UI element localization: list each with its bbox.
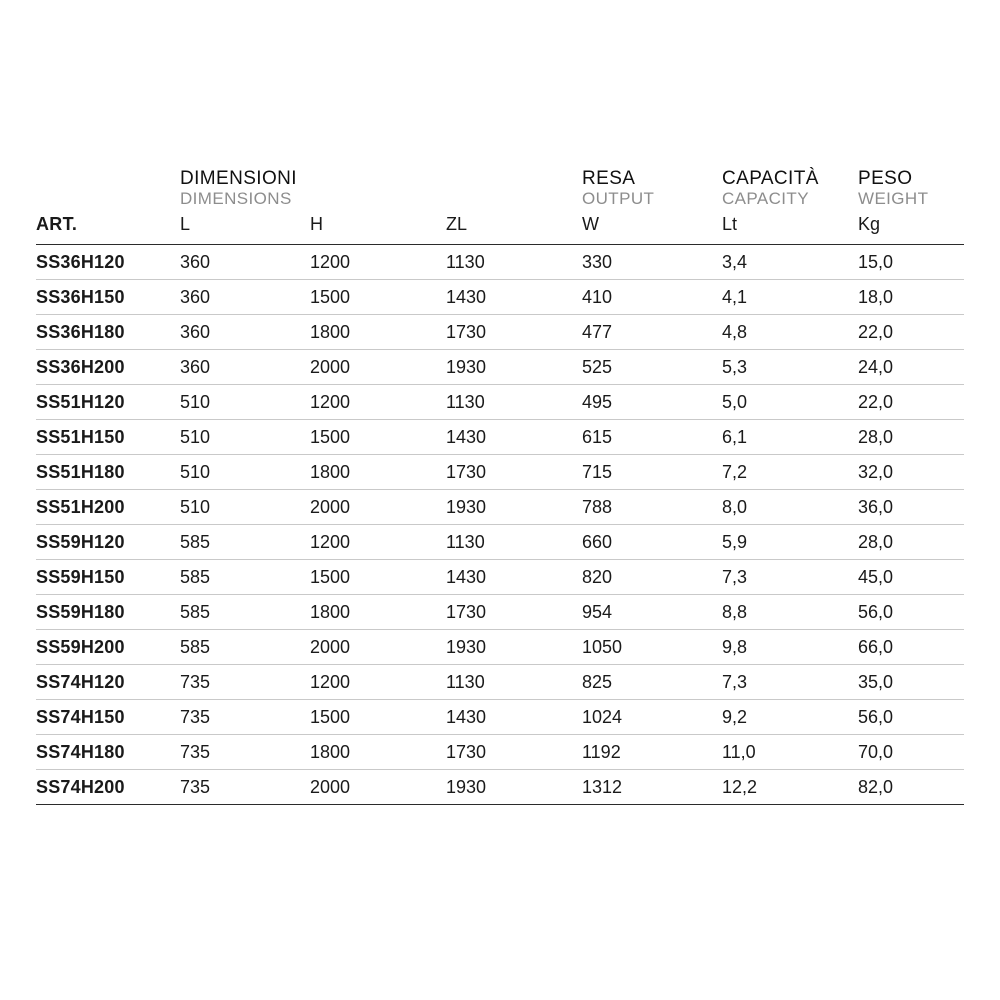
table-row: [36, 525, 964, 560]
cell-lt: 7,3: [722, 665, 858, 700]
group-header-output: [582, 168, 722, 212]
cell-zl: 1930: [446, 770, 582, 805]
cell-l: 510: [180, 490, 310, 525]
cell-kg: 22,0: [858, 385, 964, 420]
cell-lt: 9,2: [722, 700, 858, 735]
cell-art: SS59H180: [36, 595, 180, 630]
cell-art: SS59H200: [36, 630, 180, 665]
cell-kg: 22,0: [858, 315, 964, 350]
cell-lt: 3,4: [722, 245, 858, 280]
table-row: [36, 350, 964, 385]
cell-kg: 32,0: [858, 455, 964, 490]
group-header-weight-it: PESO: [858, 168, 913, 189]
cell-l: 510: [180, 455, 310, 490]
cell-h: 1500: [310, 420, 446, 455]
cell-zl: 1430: [446, 420, 582, 455]
cell-kg: 36,0: [858, 490, 964, 525]
cell-zl: 1730: [446, 315, 582, 350]
cell-w: 615: [582, 420, 722, 455]
cell-kg: 15,0: [858, 245, 964, 280]
cell-w: 410: [582, 280, 722, 315]
column-header-h: H: [310, 212, 446, 245]
cell-lt: 5,3: [722, 350, 858, 385]
group-header-output-en: OUTPUT: [582, 189, 655, 209]
group-header-empty: [36, 168, 180, 212]
cell-zl: 1730: [446, 735, 582, 770]
cell-w: 820: [582, 560, 722, 595]
cell-zl: 1930: [446, 350, 582, 385]
cell-w: 715: [582, 455, 722, 490]
cell-zl: 1130: [446, 385, 582, 420]
column-header-zl: ZL: [446, 212, 582, 245]
cell-h: 2000: [310, 490, 446, 525]
cell-w: 954: [582, 595, 722, 630]
table-row: [36, 385, 964, 420]
cell-kg: 18,0: [858, 280, 964, 315]
cell-zl: 1730: [446, 455, 582, 490]
table-row: [36, 595, 964, 630]
cell-kg: 56,0: [858, 595, 964, 630]
cell-w: 477: [582, 315, 722, 350]
cell-lt: 9,8: [722, 630, 858, 665]
cell-l: 735: [180, 735, 310, 770]
group-header-capacity-it: CAPACITÀ: [722, 168, 819, 189]
cell-zl: 1730: [446, 595, 582, 630]
cell-l: 585: [180, 630, 310, 665]
column-header-l: L: [180, 212, 310, 245]
cell-w: 1024: [582, 700, 722, 735]
cell-h: 1500: [310, 560, 446, 595]
cell-h: 2000: [310, 350, 446, 385]
cell-w: 330: [582, 245, 722, 280]
cell-zl: 1930: [446, 490, 582, 525]
column-header-lt: Lt: [722, 212, 858, 245]
group-header-row: [36, 168, 964, 212]
cell-w: 1050: [582, 630, 722, 665]
cell-lt: 7,2: [722, 455, 858, 490]
cell-zl: 1130: [446, 665, 582, 700]
cell-w: 1312: [582, 770, 722, 805]
cell-lt: 12,2: [722, 770, 858, 805]
cell-zl: 1130: [446, 525, 582, 560]
cell-l: 360: [180, 350, 310, 385]
table-row: [36, 315, 964, 350]
group-header-capacity-en: CAPACITY: [722, 189, 809, 209]
cell-lt: 7,3: [722, 560, 858, 595]
cell-l: 510: [180, 420, 310, 455]
group-header-weight-en: WEIGHT: [858, 189, 929, 209]
table-row: [36, 700, 964, 735]
column-header-kg: Kg: [858, 212, 964, 245]
cell-art: SS51H200: [36, 490, 180, 525]
table-row: [36, 490, 964, 525]
group-header-weight: [858, 168, 964, 212]
cell-l: 585: [180, 525, 310, 560]
table-row: [36, 245, 964, 280]
cell-art: SS51H180: [36, 455, 180, 490]
cell-w: 660: [582, 525, 722, 560]
cell-zl: 1430: [446, 700, 582, 735]
cell-kg: 82,0: [858, 770, 964, 805]
column-header-row: [36, 212, 964, 245]
cell-art: SS36H120: [36, 245, 180, 280]
group-header-output-it: RESA: [582, 168, 636, 189]
cell-kg: 35,0: [858, 665, 964, 700]
cell-zl: 1430: [446, 560, 582, 595]
cell-art: SS59H120: [36, 525, 180, 560]
cell-art: SS51H120: [36, 385, 180, 420]
cell-l: 585: [180, 560, 310, 595]
table-row: [36, 280, 964, 315]
cell-kg: 24,0: [858, 350, 964, 385]
cell-h: 2000: [310, 770, 446, 805]
cell-h: 1500: [310, 700, 446, 735]
group-header-dimensions-en: DIMENSIONS: [180, 189, 292, 209]
cell-lt: 6,1: [722, 420, 858, 455]
table-body: [36, 245, 964, 805]
cell-l: 735: [180, 665, 310, 700]
cell-w: 825: [582, 665, 722, 700]
column-header-art: ART.: [36, 212, 180, 245]
table-row: [36, 665, 964, 700]
cell-art: SS74H200: [36, 770, 180, 805]
cell-w: 788: [582, 490, 722, 525]
cell-kg: 56,0: [858, 700, 964, 735]
cell-lt: 4,8: [722, 315, 858, 350]
cell-zl: 1430: [446, 280, 582, 315]
cell-art: SS36H200: [36, 350, 180, 385]
cell-lt: 11,0: [722, 735, 858, 770]
cell-h: 1200: [310, 525, 446, 560]
table-row: [36, 420, 964, 455]
cell-h: 1800: [310, 595, 446, 630]
cell-lt: 8,8: [722, 595, 858, 630]
cell-kg: 70,0: [858, 735, 964, 770]
cell-lt: 4,1: [722, 280, 858, 315]
cell-w: 525: [582, 350, 722, 385]
table-row: [36, 735, 964, 770]
table-row: [36, 770, 964, 805]
cell-art: SS74H150: [36, 700, 180, 735]
cell-h: 1800: [310, 455, 446, 490]
cell-art: SS74H180: [36, 735, 180, 770]
cell-w: 1192: [582, 735, 722, 770]
cell-h: 1500: [310, 280, 446, 315]
cell-art: SS59H150: [36, 560, 180, 595]
cell-lt: 8,0: [722, 490, 858, 525]
table-row: [36, 560, 964, 595]
cell-h: 2000: [310, 630, 446, 665]
cell-kg: 66,0: [858, 630, 964, 665]
table-row: [36, 455, 964, 490]
group-header-capacity: [722, 168, 858, 212]
cell-zl: 1930: [446, 630, 582, 665]
cell-h: 1200: [310, 665, 446, 700]
cell-kg: 45,0: [858, 560, 964, 595]
cell-kg: 28,0: [858, 525, 964, 560]
cell-art: SS51H150: [36, 420, 180, 455]
cell-l: 360: [180, 315, 310, 350]
cell-kg: 28,0: [858, 420, 964, 455]
cell-art: SS36H180: [36, 315, 180, 350]
cell-art: SS74H120: [36, 665, 180, 700]
cell-zl: 1130: [446, 245, 582, 280]
cell-lt: 5,0: [722, 385, 858, 420]
cell-l: 735: [180, 700, 310, 735]
cell-lt: 5,9: [722, 525, 858, 560]
cell-l: 360: [180, 280, 310, 315]
cell-l: 360: [180, 245, 310, 280]
cell-w: 495: [582, 385, 722, 420]
cell-h: 1800: [310, 315, 446, 350]
table-row: [36, 630, 964, 665]
cell-h: 1800: [310, 735, 446, 770]
cell-l: 510: [180, 385, 310, 420]
column-header-w: W: [582, 212, 722, 245]
cell-h: 1200: [310, 245, 446, 280]
cell-l: 735: [180, 770, 310, 805]
cell-h: 1200: [310, 385, 446, 420]
group-header-dimensions: [180, 168, 582, 212]
group-header-dimensions-it: DIMENSIONI: [180, 168, 297, 189]
cell-art: SS36H150: [36, 280, 180, 315]
cell-l: 585: [180, 595, 310, 630]
specifications-table: [36, 168, 964, 805]
